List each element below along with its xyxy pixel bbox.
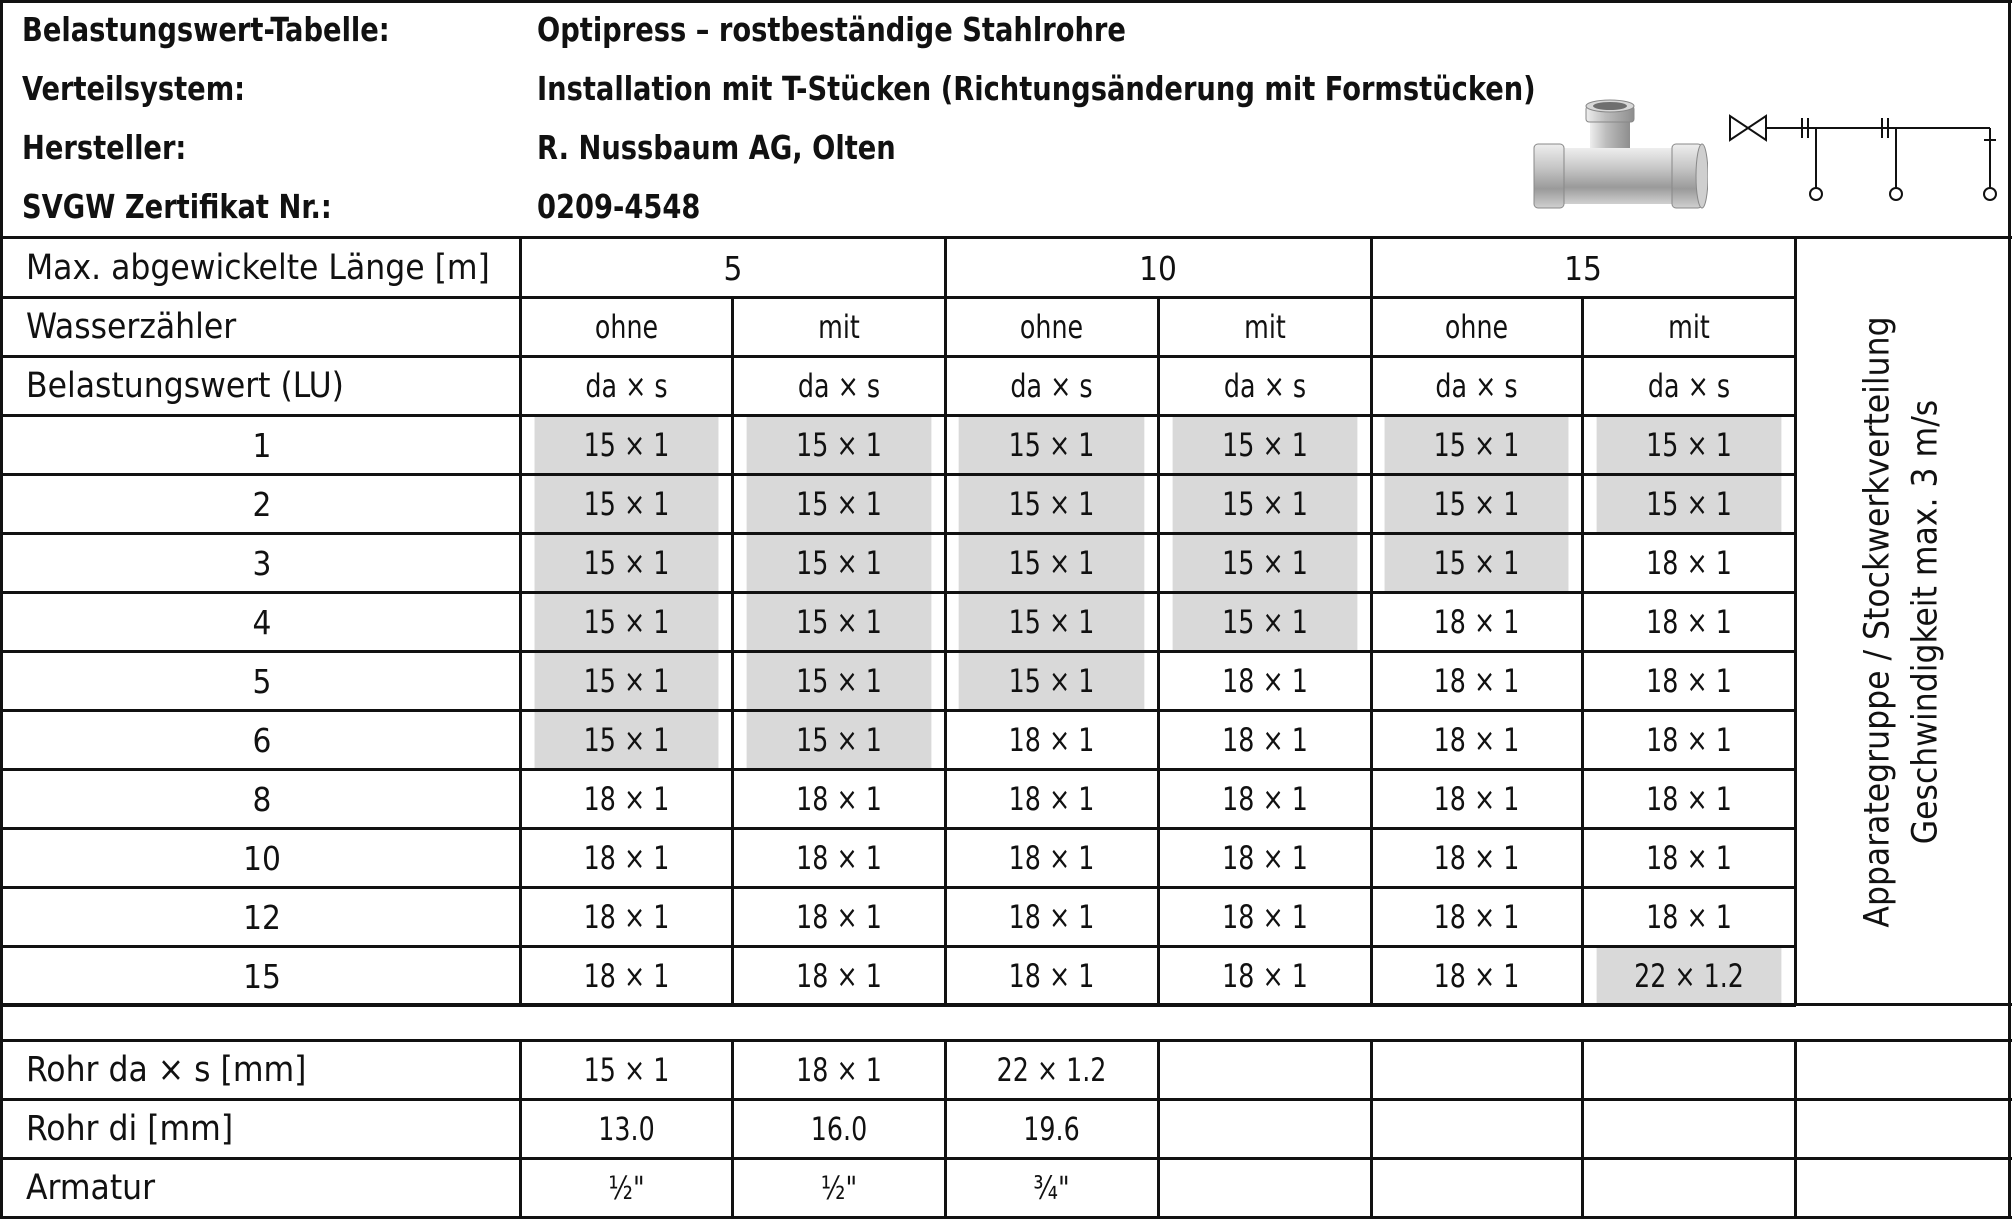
side-note-line2: Geschwindigkeit max. 3 m/s [1906,399,1947,845]
pipe-size-cell: 15 × 1 [535,594,719,650]
pipe-size-cell: 18 × 1 [1433,898,1520,936]
lu-value: 15 [243,956,281,996]
grid-line [1581,1039,1584,1219]
grid-line [944,1039,947,1219]
length-5: 5 [723,248,743,288]
length-label: Max. abgewickelte Länge [m] [26,248,490,288]
pipe-size-cell: 18 × 1 [583,839,670,877]
lu-value: 12 [243,897,281,937]
legend-label-da: Rohr da × s [mm] [26,1050,307,1090]
pipe-size-cell: 18 × 1 [1646,780,1732,818]
grid-line [0,768,1796,771]
header-label-certificate: SVGW Zertifikat Nr.: [22,187,332,226]
pipe-size-cell: 18 × 1 [796,839,882,877]
header-value-certificate: 0209-4548 [537,187,701,226]
meter-cell: mit [1244,308,1286,346]
pipe-size-cell: 15 × 1 [1173,417,1358,473]
grid-line [2008,0,2011,1219]
legend-label-di: Rohr di [mm] [26,1109,234,1149]
pipe-size-cell: 18 × 1 [1433,662,1520,700]
lu-value: 8 [252,779,272,819]
grid-line [0,945,1796,948]
grid-line [0,1039,2012,1042]
grid-line [0,0,3,1219]
grid-line [0,0,2012,3]
pipe-size-cell: 15 × 1 [535,653,719,709]
pipe-size-cell: 15 × 1 [959,653,1145,709]
pipe-size-cell: 15 × 1 [1173,535,1358,591]
meter-cell: ohne [1019,308,1084,346]
pipe-size-cell: 15 × 1 [747,653,932,709]
grid-line [0,650,1796,653]
lu-value: 3 [252,543,272,583]
pipe-size-cell: 15 × 1 [535,417,719,473]
grid-line [519,1039,522,1219]
lu-label: Belastungswert (LU) [26,366,344,406]
header-label-system: Verteilsystem: [22,69,246,108]
pipe-size-cell: 18 × 1 [1646,544,1732,582]
dimension-cell: da × s [585,367,668,405]
legend-value: 13.0 [598,1110,655,1148]
grid-line [1794,1039,1797,1219]
legend-value: 22 × 1.2 [996,1051,1107,1089]
legend-value: 16.0 [810,1110,868,1148]
pipe-size-cell: 18 × 1 [1433,780,1520,818]
distribution-schematic [1726,108,2002,208]
header-value-system: Installation mit T-Stücken (Richtungsänderung mit Formstücken) [537,69,1536,108]
grid-line [0,1157,2012,1160]
pipe-size-cell: 18 × 1 [1646,603,1732,641]
pipe-size-cell: 18 × 1 [1008,721,1095,759]
pipe-size-cell: 18 × 1 [1433,603,1520,641]
legend-value: ½" [820,1169,858,1207]
grid-line [0,886,1796,889]
pipe-size-cell: 18 × 1 [1222,721,1308,759]
pipe-size-cell: 18 × 1 [1646,839,1732,877]
grid-line [0,355,1796,358]
side-note-line1: Apparategruppe / Stockwerkverteilung [1858,316,1899,928]
grid-line [731,296,734,1006]
grid-line [1581,296,1584,1006]
grid-line [0,296,1796,299]
tee-fitting-image [1528,96,1708,216]
pipe-size-cell: 18 × 1 [796,957,882,995]
meter-cell: mit [818,308,860,346]
legend-value: 15 × 1 [583,1051,670,1089]
pipe-size-cell: 15 × 1 [1385,535,1569,591]
grid-line [1370,236,1373,1006]
pipe-size-cell: 18 × 1 [1222,957,1308,995]
pipe-size-cell: 18 × 1 [1222,839,1308,877]
dimension-cell: da × s [1647,367,1731,405]
legend-value: ½" [608,1169,645,1207]
pipe-size-cell: 15 × 1 [959,417,1145,473]
header-label-table: Belastungswert-Tabelle: [22,10,390,49]
pipe-size-cell: 18 × 1 [1008,957,1095,995]
header-value-manufacturer: R. Nussbaum AG, Olten [537,128,896,167]
grid-line [0,532,1796,535]
grid-line [0,473,1796,476]
lu-value: 5 [252,661,272,701]
grid-line [0,1003,2012,1006]
pipe-size-cell: 15 × 1 [535,476,719,532]
pipe-size-cell: 18 × 1 [1222,780,1308,818]
pipe-size-cell: 18 × 1 [1222,662,1308,700]
meter-cell: ohne [1444,308,1509,346]
legend-value: 19.6 [1023,1110,1080,1148]
pipe-size-cell: 15 × 1 [1385,417,1569,473]
pipe-size-cell: 18 × 1 [796,780,882,818]
pipe-size-cell: 18 × 1 [1433,721,1520,759]
lu-value: 4 [252,602,272,642]
meter-cell: mit [1668,308,1710,346]
grid-line [1157,1039,1160,1219]
pipe-size-cell: 15 × 1 [959,476,1145,532]
legend-value: 18 × 1 [796,1051,882,1089]
pipe-size-cell: 15 × 1 [747,535,932,591]
grid-line [1794,236,1797,1006]
pipe-size-cell: 22 × 1.2 [1597,948,1782,1004]
pipe-size-cell: 15 × 1 [747,712,932,768]
pipe-size-cell: 18 × 1 [1008,898,1095,936]
pipe-size-cell: 18 × 1 [1433,839,1520,877]
pipe-size-cell: 18 × 1 [1008,839,1095,877]
grid-line [944,236,947,1006]
pipe-size-cell: 18 × 1 [1008,780,1095,818]
grid-line [0,414,1796,417]
side-note [1796,240,2008,1004]
meter-label: Wasserzähler [26,307,237,347]
pipe-size-cell: 18 × 1 [583,957,670,995]
meter-cell: ohne [594,308,659,346]
pipe-size-cell: 18 × 1 [583,780,670,818]
pipe-size-cell: 15 × 1 [1385,476,1569,532]
sheet-header [0,0,2012,238]
legend-value: ¾" [1033,1169,1070,1207]
dimension-cell: da × s [1435,367,1518,405]
dimension-cell: da × s [1223,367,1307,405]
grid-line [0,236,2012,239]
pipe-size-cell: 18 × 1 [1646,898,1732,936]
length-10: 10 [1139,248,1177,288]
grid-line [1370,1039,1373,1219]
lu-value: 10 [243,838,281,878]
grid-line [0,591,1796,594]
pipe-size-cell: 15 × 1 [1597,476,1782,532]
legend-label-fitting: Armatur [26,1168,156,1208]
grid-line [519,236,522,1006]
pipe-size-cell: 18 × 1 [796,898,882,936]
pipe-size-cell: 18 × 1 [1646,721,1732,759]
pipe-size-cell: 15 × 1 [747,417,932,473]
dimension-cell: da × s [797,367,881,405]
pipe-size-cell: 15 × 1 [959,594,1145,650]
grid-line [1157,296,1160,1006]
grid-line [0,1098,2012,1101]
pipe-size-cell: 18 × 1 [1433,957,1520,995]
header-label-manufacturer: Hersteller: [22,128,187,167]
pipe-size-cell: 15 × 1 [1173,594,1358,650]
grid-line [0,827,1796,830]
dimension-cell: da × s [1010,367,1093,405]
pipe-size-cell: 15 × 1 [535,535,719,591]
lu-value: 1 [252,425,272,465]
header-value-table: Optipress – rostbeständige Stahlrohre [537,10,1126,49]
pipe-size-cell: 18 × 1 [583,898,670,936]
length-15: 15 [1564,248,1602,288]
grid-line [0,709,1796,712]
lu-value: 6 [252,720,272,760]
pipe-size-cell: 15 × 1 [535,712,719,768]
pipe-size-cell: 15 × 1 [1597,417,1782,473]
pipe-size-cell: 18 × 1 [1646,662,1732,700]
pipe-size-cell: 18 × 1 [1222,898,1308,936]
lu-value: 2 [252,484,272,524]
pipe-size-cell: 15 × 1 [1173,476,1358,532]
grid-line [731,1039,734,1219]
pipe-size-cell: 15 × 1 [959,535,1145,591]
pipe-size-cell: 15 × 1 [747,476,932,532]
pipe-size-cell: 15 × 1 [747,594,932,650]
